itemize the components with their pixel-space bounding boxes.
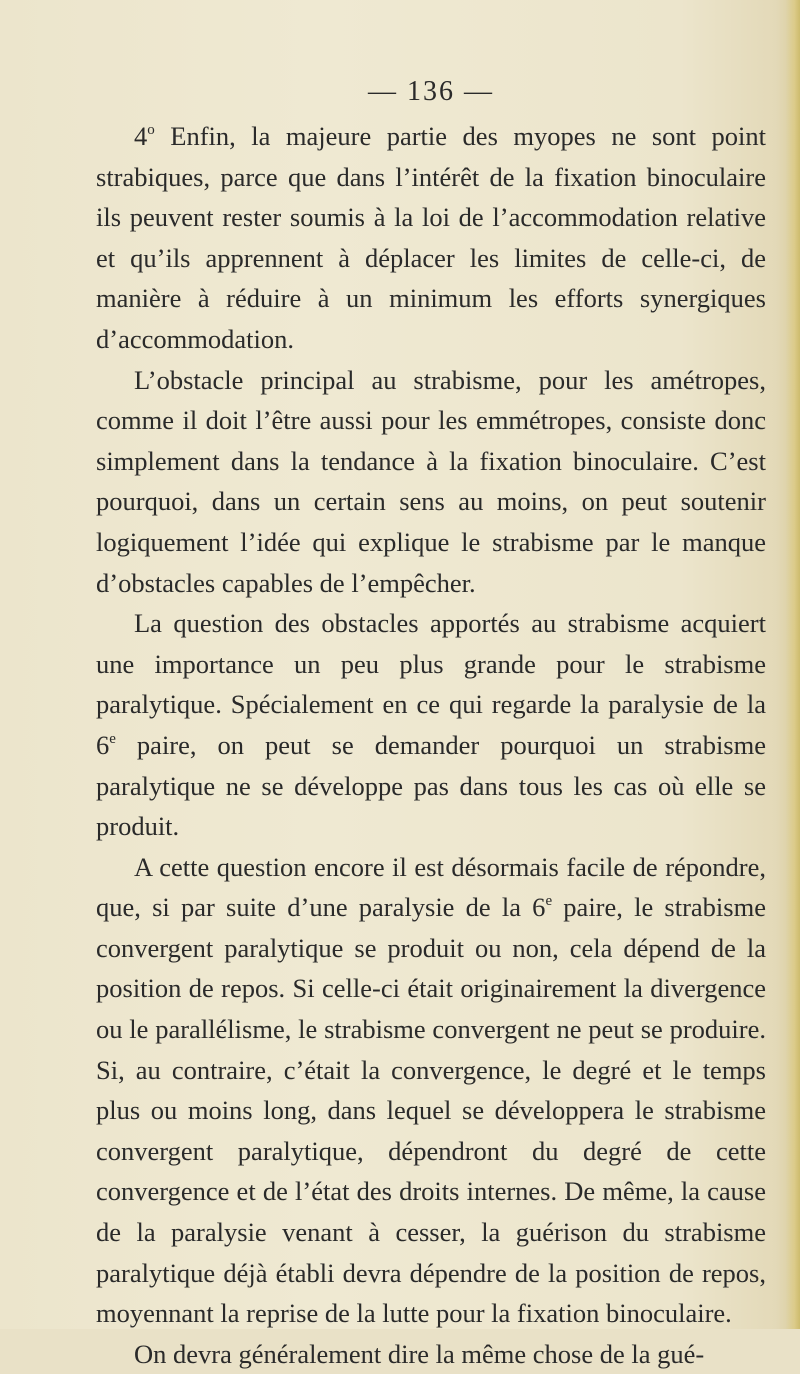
page-edge-shadow bbox=[786, 0, 800, 1329]
paragraph-5 bbox=[96, 1334, 766, 1374]
page-number: — 136 — bbox=[368, 76, 494, 107]
paragraph-text: 4 bbox=[134, 121, 148, 151]
superscript-e: e bbox=[109, 730, 116, 747]
superscript-o: o bbox=[147, 122, 155, 138]
page-content bbox=[96, 76, 766, 1374]
paragraph-4 bbox=[96, 847, 766, 1334]
paragraph-text: paire, le strabisme convergent paralytique se produit ou non, cela dépend de la position de repos. Si celle-ci était originairement la divergence ou le parallélisme, le strabisme convergent ne peut se produire. Si, au contraire, c’était la convergence, le degré et le temps plus ou moins long, dans lequel se développera le strabisme convergent paralytique, dépendront du degré de cette convergence et de l’état des droits internes. De même, la cause de la paralysie venant à cesser, la guérison du strabisme paralytique déjà établi devra dépendre de la position de repos, moyennant la reprise de la lutte pour la fixation binoculaire. bbox=[96, 892, 766, 1329]
paragraph-text: A cette question encore il est désormais facile de répondre, que, si par suite d’une paralysie de la 6 bbox=[96, 851, 766, 923]
paragraph-text: On devra généralement dire la même chose de la gué- bbox=[134, 1338, 705, 1369]
paragraph-text: L’obstacle principal au strabisme, pour les amétropes, comme il doit l’être aussi pour les emmétropes, consiste donc simplement dans la tendance à la fixation binoculaire. C’est pourquoi, dans un certain sens au moins, on peut soutenir logiquement l’idée qui explique le strabisme par le manque d’obstacles capables de l’empêcher. bbox=[96, 364, 766, 598]
paragraph-2 bbox=[96, 360, 766, 604]
superscript-e: e bbox=[545, 893, 553, 910]
paragraph-text: La question des obstacles apportés au strabisme acquiert une importance un peu plus grande pour le strabisme paralytique. Spécialement en ce qui regarde la paralysie de la 6 bbox=[96, 608, 766, 760]
paragraph-1 bbox=[96, 116, 766, 360]
paragraph-text: Enfin, la majeure partie des myopes ne sont point strabiques, parce que dans l’intérêt de la fixation binoculaire ils peuvent rester soumis à la loi de l’accommodation relative et qu’ils apprennent à déplacer les limites de celle-ci, de manière à réduire à un minimum les efforts synergiques d’accommodation. bbox=[96, 121, 766, 354]
paragraph-3 bbox=[96, 603, 766, 847]
paragraph-text: paire, on peut se demander pourquoi un strabisme paralytique ne se développe pas dans tous les cas où elle se produit. bbox=[96, 729, 766, 842]
